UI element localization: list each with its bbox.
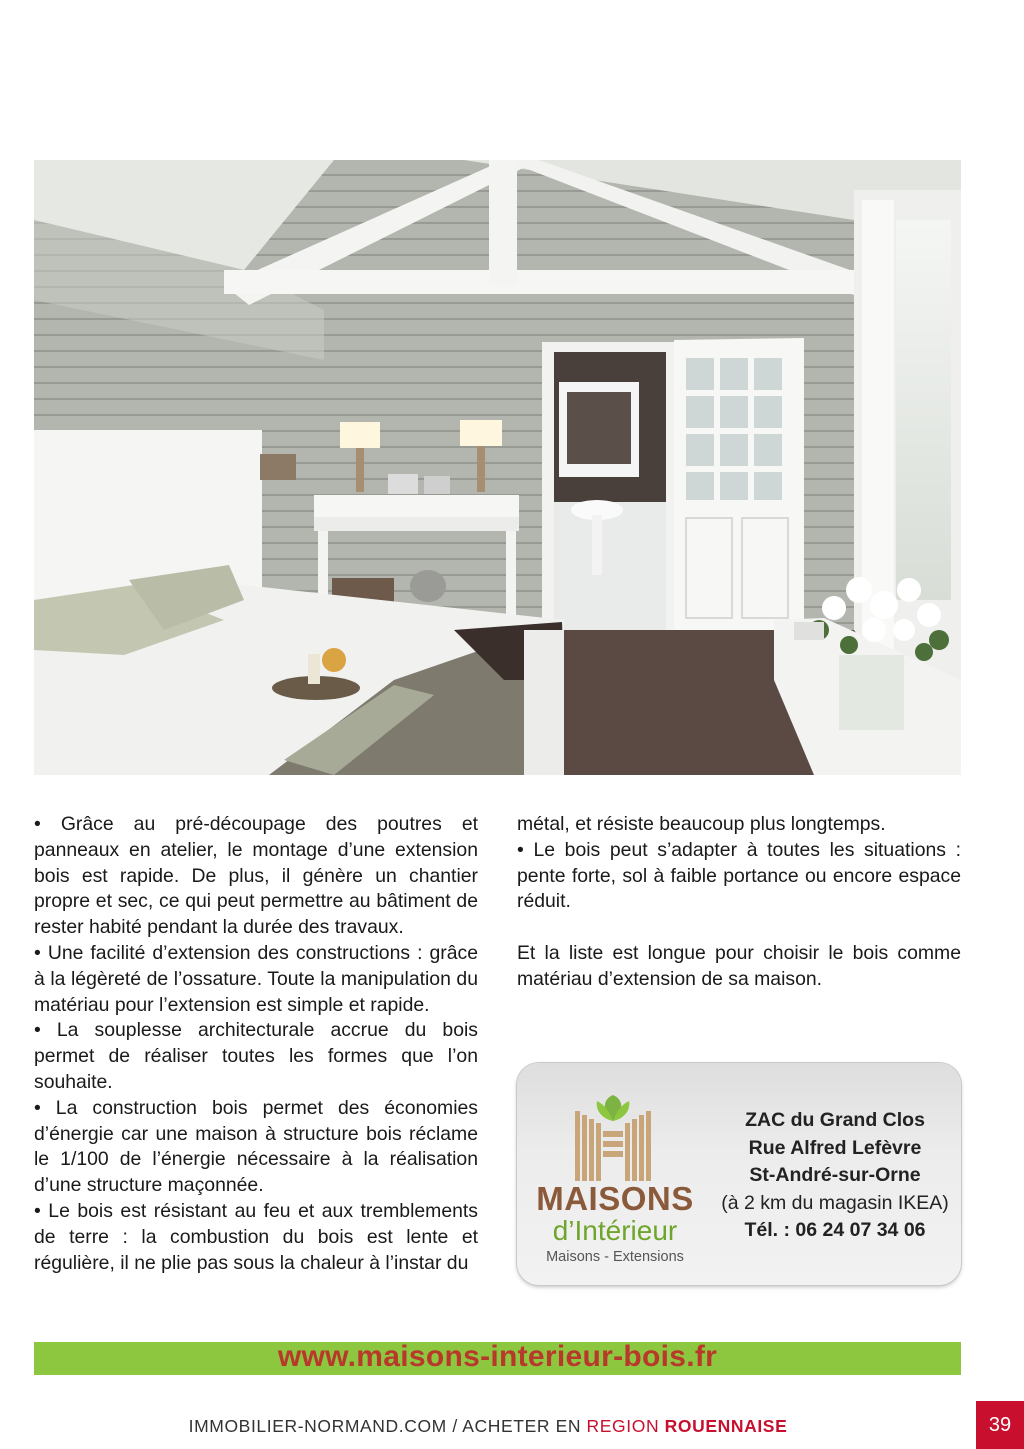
article-left-column — [34, 812, 478, 1276]
page-number: 39 — [976, 1401, 1024, 1449]
advertisement-box — [517, 1063, 961, 1285]
address-line-3: St-André-sur-Orne — [749, 1164, 921, 1186]
brand-name: MAISONS — [536, 1180, 694, 1217]
footer-section-c: ROUENNAISE — [664, 1416, 788, 1436]
bedroom-photo-icon — [34, 160, 961, 775]
address-line-2: Rue Alfred Lefèvre — [748, 1136, 922, 1159]
article-right-column — [517, 812, 961, 993]
bullet-adaptability: • Le bois peut s’adapter à toutes les situations : pente forte, sol à faible portance ou encore espace réduit. — [517, 838, 961, 913]
directions-note: (à 2 km du magasin IKEA) — [721, 1191, 949, 1214]
brand-tagline: Maisons - Extensions — [546, 1249, 684, 1265]
website-url[interactable]: www.maisons-interieur-bois.fr — [277, 1340, 718, 1373]
brand-subtitle: d’Intérieur — [552, 1215, 678, 1246]
footer-separator: / — [446, 1416, 463, 1436]
bedroom-photo — [34, 160, 961, 775]
address-line-1: ZAC du Grand Clos — [745, 1109, 925, 1131]
footer-site[interactable]: IMMOBILIER-NORMAND.COM — [188, 1416, 447, 1436]
footer-section-a: ACHETER EN — [462, 1416, 587, 1436]
bullet-energy: • La construction bois permet des économies d’énergie car une maison à structure bois réclame le 1/100 de l’énergie nécessaire à la réalisation d’une structure maçonnée. — [34, 1096, 478, 1197]
phone-number: Tél. : 06 24 07 34 06 — [744, 1219, 926, 1241]
bullet-architecture: • La souplesse architecturale accrue du bois permet de réaliser toutes les formes que l’on souhaite. — [34, 1019, 478, 1093]
bullet-fire-resistance: • Le bois est résistant au feu et aux tremblements de terre : la combustion du bois est lente et régulière, il ne plie pas sous la chaleur à l’instar du — [34, 1199, 478, 1274]
page-footer — [0, 1414, 976, 1438]
contact-block — [713, 1107, 957, 1245]
house-logo-icon — [573, 1091, 653, 1181]
bullet-prefab: • Grâce au pré-découpage des poutres et panneaux en atelier, le montage d’une extension bois est rapide. De plus, il génère un chantier propre et sec, ce qui peut permettre au bâtiment de rester habité pendant la durée des travaux. — [34, 813, 478, 939]
bullet-extension-ease: • Une facilité d’extension des constructions : grâce à la légèreté de l’ossature. Toute la manipulation du matériau pour l’extension est simple et rapide. — [34, 941, 478, 1016]
continued-paragraph: métal, et résiste beaucoup plus longtemps. — [517, 813, 886, 835]
website-banner — [34, 1342, 961, 1375]
footer-section-b: REGION — [586, 1416, 665, 1436]
closing-paragraph: Et la liste est longue pour choisir le bois comme matériau d’extension de sa maison. — [517, 942, 961, 990]
